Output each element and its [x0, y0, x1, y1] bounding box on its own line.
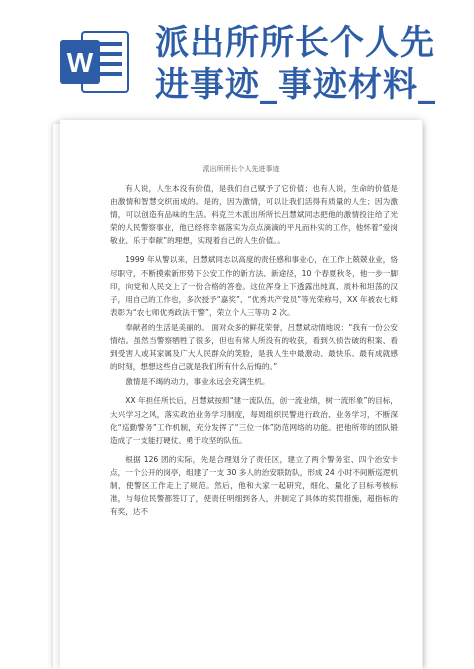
page-title: 派出所所长个人先进事迹_事迹材料_ [155, 23, 436, 105]
paragraph: 有人说，人生本没有价值，是我们自己赋予了它价值；也有人说，生命的价值是由激情和智慧交织而成的。是的，因为激情，可以让我们活得有质量的人生；因为激情，可以创造有品味的生活。科克兰木派出所所长吕慧斌同志把他的激情投注给了光荣的人民警察事业，他已经将幸福落实为点点滴滴的平凡而朴实的工作，他怀着“爱岗敬业、乐于奉献”的理想，实现着自己的人生价值。。 [110, 184, 398, 246]
page-header [0, 0, 474, 118]
document-body [110, 182, 398, 518]
word-document-icon [60, 30, 130, 94]
paragraph: 奉献者的生活是美丽的。 面对众多的鲜花荣誉，吕慧斌动情地说：“我有一份公安情结。虽然当警察牺牲了很多，但也有常人所没有的收获，看到久侦告破的积案、看到受害人或其家属及广大人民群众的笑脸，是我人生中最激动、最快乐、最有成就感的时刻，想想这些自己就是我们所有什么后悔的。” [110, 322, 398, 372]
paragraph: 激情是不竭的动力，事业永远会充满生机。 [125, 377, 270, 387]
paragraph: XX 年担任所长后，吕慧斌按照“建一流队伍，创一流业绩，树一流形象”的目标，大兴学习之风，落实政治业务学习制度，每周组织民警进行政治、业务学习，不断深化“巡勤警务”工作机制，充分发挥了“三位一体”防范网络的功能。把他所带的团队锻造成了一支能打硬仗、勇于攻坚的队伍。 [110, 396, 398, 445]
svg-text:W: W [66, 47, 94, 78]
document-page [60, 120, 422, 669]
paragraph: 1999 年从警以来，吕慧斌同志以高度的责任感和事业心，在工作上兢兢业业，恪尽职守，不断摸索新形势下公安工作的新方法、新途径，10 个春夏秋冬，他一步一脚印，向党和人民交上了一份合格的答卷。这位浑身上下透露出纯真、质朴和坦荡的汉子，用自己的工作也，多次授予“嘉奖”、“优秀共产党员”等光荣称号，XX 年被农七师表彰为“农七师优秀政法干警”，荣立个人三等功 2 次。 [110, 255, 398, 317]
paragraph: 根据 126 团的实际，先是合理划分了责任区，建立了两个警务室、四个治安卡点，一个公开的岗亭，组建了一支 30 多人的治安联防队，形成 24 小时不间断巡逻机制，使警区工作走上了规范。然后，他和大家一起研究，细化、量化了目标考核标准，与每位民警都签订了，使责任明细到各人，并制定了具体的奖罚措施，超指标的有奖，达不 [110, 454, 398, 517]
document-heading: 派出所所长个人先进事迹 [202, 165, 280, 173]
